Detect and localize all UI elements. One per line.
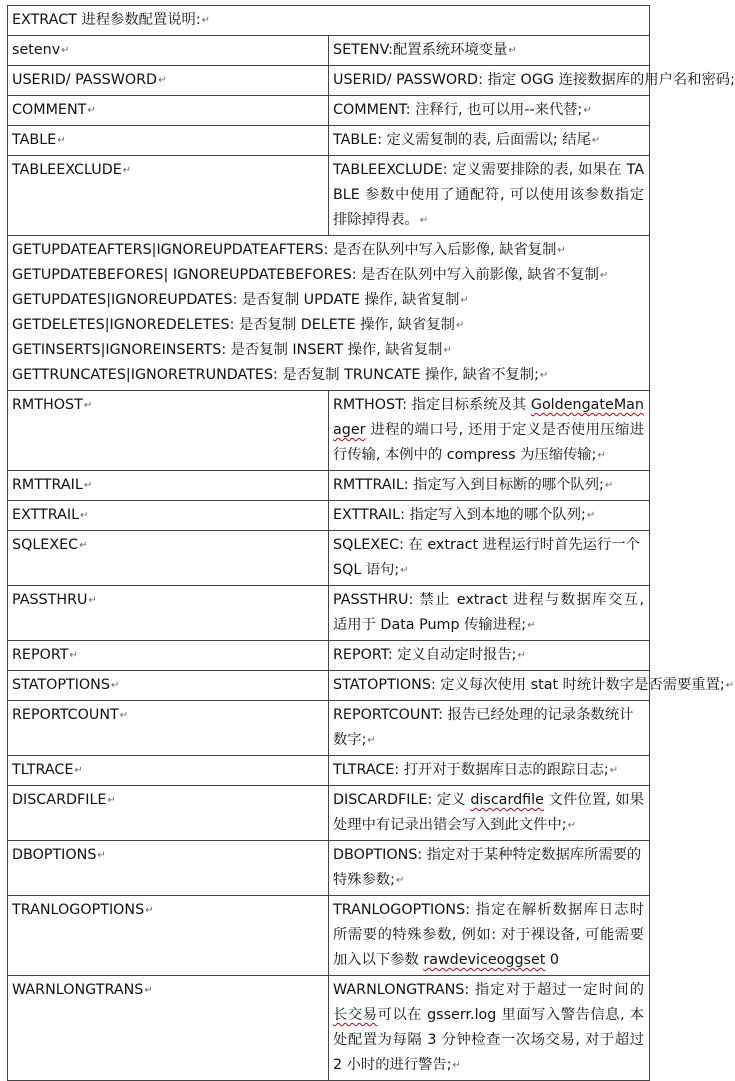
paragraph-mark-icon: ↵ bbox=[557, 245, 566, 256]
paragraph-mark-icon: ↵ bbox=[110, 680, 120, 691]
param-desc-cell bbox=[329, 36, 650, 66]
spellcheck-underlined-text: discardfile bbox=[470, 792, 544, 808]
paragraph-mark-icon: ↵ bbox=[460, 295, 469, 306]
param-name-cell bbox=[8, 786, 329, 841]
param-desc-cell bbox=[329, 66, 735, 96]
param-name: DISCARDFILE bbox=[12, 792, 107, 808]
param-name-cell bbox=[8, 66, 329, 96]
table-row bbox=[8, 156, 650, 236]
param-desc-cell: RMTHOST: 指定目标系统及其 GoldengateManager 进程的端口号, 还用于定义是否使用压缩进行传输, 本例中的 compress 为压缩传输;↵ bbox=[329, 391, 650, 471]
param-name: REPORT bbox=[12, 647, 69, 663]
table-row bbox=[8, 671, 650, 701]
param-name: SQLEXEC bbox=[12, 537, 79, 553]
paragraph-mark-icon: ↵ bbox=[87, 105, 96, 116]
table-row bbox=[8, 786, 650, 841]
param-name: REPORTCOUNT bbox=[12, 707, 119, 723]
paragraph-mark-icon: ↵ bbox=[539, 370, 549, 381]
table-row bbox=[8, 36, 650, 66]
table-row bbox=[8, 531, 650, 586]
param-name-cell bbox=[8, 96, 329, 126]
paragraph-mark-icon: ↵ bbox=[119, 710, 129, 721]
param-desc-cell bbox=[329, 641, 650, 671]
paragraph-mark-icon: ↵ bbox=[97, 850, 106, 861]
param-desc: TABLEEXCLUDE: 定义需要排除的表, 如果在 TABLE 参数中使用了通配符, 可以使用该参数指定排除掉得表。 bbox=[333, 162, 644, 228]
param-name-cell bbox=[8, 756, 329, 786]
param-name-cell bbox=[8, 701, 329, 756]
paragraph-mark-icon: ↵ bbox=[80, 510, 89, 521]
param-desc-cell bbox=[329, 756, 650, 786]
param-name: WARNLONGTRANS bbox=[12, 982, 144, 998]
param-name: USERID/ PASSWORD bbox=[12, 72, 158, 88]
param-desc-cell: DISCARDFILE: 定义 discardfile 文件位置, 如果处理中有记录出错会写入到此文件中;↵ bbox=[329, 786, 650, 841]
paragraph-mark-icon: ↵ bbox=[583, 105, 592, 116]
paragraph-mark-icon: ↵ bbox=[74, 765, 83, 776]
paragraph-mark-icon: ↵ bbox=[517, 650, 526, 661]
table-row bbox=[8, 976, 650, 1081]
paragraph-mark-icon: ↵ bbox=[201, 15, 211, 26]
param-desc: RMTTRAIL: 指定写入到目标断的哪个队列; bbox=[333, 477, 604, 493]
paragraph-mark-icon: ↵ bbox=[567, 820, 576, 831]
table-row bbox=[8, 641, 650, 671]
param-name-cell bbox=[8, 671, 329, 701]
paragraph-mark-icon: ↵ bbox=[122, 165, 132, 176]
param-name: TRANLOGOPTIONS bbox=[12, 902, 145, 918]
parameter-table bbox=[7, 5, 735, 1081]
paragraph-mark-icon: ↵ bbox=[452, 1060, 461, 1071]
spellcheck-underlined-text: rawdeviceoggset bbox=[423, 952, 546, 968]
table-row bbox=[8, 471, 650, 501]
param-name: COMMENT bbox=[12, 102, 87, 118]
param-desc: COMMENT: 注释行, 也可以用--来代替; bbox=[333, 102, 583, 118]
paragraph-mark-icon: ↵ bbox=[591, 135, 601, 146]
paragraph-mark-icon: ↵ bbox=[69, 650, 78, 661]
paragraph-mark-icon: ↵ bbox=[419, 215, 429, 226]
param-desc: TLTRACE: 打开对于数据库日志的跟踪日志; bbox=[333, 762, 609, 778]
param-name-cell bbox=[8, 641, 329, 671]
paragraph-mark-icon: ↵ bbox=[400, 565, 409, 576]
param-name: RMTHOST bbox=[12, 397, 83, 413]
param-name-cell bbox=[8, 391, 329, 471]
table-row bbox=[8, 756, 650, 786]
param-name: EXTTRAIL bbox=[12, 507, 80, 523]
param-name-cell bbox=[8, 976, 329, 1081]
param-desc: STATOPTIONS: 定义每次使用 stat 时统计数字是否需要重置; bbox=[333, 677, 725, 693]
option-line: GETINSERTS|IGNOREINSERTS: 是否复制 INSERT 操作, 缺省复制↵ bbox=[12, 342, 452, 358]
paragraph-mark-icon: ↵ bbox=[599, 270, 609, 281]
param-desc-cell bbox=[329, 531, 650, 586]
param-desc-cell bbox=[329, 501, 650, 531]
option-line: GETUPDATEAFTERS|IGNOREUPDATEAFTERS: 是否在队列中写入后影像, 缺省复制↵ bbox=[12, 242, 566, 258]
merged-options-row bbox=[8, 236, 650, 391]
param-desc-cell bbox=[329, 586, 650, 641]
param-name-cell bbox=[8, 126, 329, 156]
param-desc-cell bbox=[329, 156, 650, 236]
param-name-cell bbox=[8, 471, 329, 501]
param-name-cell bbox=[8, 501, 329, 531]
table-row bbox=[8, 96, 650, 126]
paragraph-mark-icon: ↵ bbox=[61, 45, 70, 56]
option-line: GETTRUNCATES|IGNORETRUNDATES: 是否复制 TRUNCATE 操作, 缺省不复制;↵ bbox=[12, 367, 549, 383]
paragraph-mark-icon: ↵ bbox=[455, 320, 465, 331]
table-row bbox=[8, 841, 650, 896]
paragraph-mark-icon: ↵ bbox=[508, 45, 517, 56]
merged-options-cell bbox=[8, 236, 650, 391]
spellcheck-underlined-text: 长交易 bbox=[333, 1007, 378, 1023]
param-name: DBOPTIONS bbox=[12, 847, 97, 863]
param-name-cell bbox=[8, 841, 329, 896]
param-name-cell bbox=[8, 531, 329, 586]
param-name: TABLE bbox=[12, 132, 57, 148]
option-line: GETUPDATES|IGNOREUPDATES: 是否复制 UPDATE 操作, 缺省复制↵ bbox=[12, 292, 469, 308]
param-desc-cell bbox=[329, 701, 650, 756]
param-desc-cell: TRANLOGOPTIONS: 指定在解析数据库日志时所需要的特殊参数, 例如: 对于裸设备, 可能需要加入以下参数 rawdeviceoggset 0 bbox=[329, 896, 650, 976]
paragraph-mark-icon: ↵ bbox=[107, 795, 116, 806]
table-row bbox=[8, 66, 650, 96]
param-desc: SETENV:配置系统环境变量 bbox=[333, 42, 508, 58]
param-desc: REPORT: 定义自动定时报告; bbox=[333, 647, 517, 663]
param-name-cell bbox=[8, 586, 329, 641]
paragraph-mark-icon: ↵ bbox=[79, 540, 88, 551]
paragraph-mark-icon: ↵ bbox=[609, 765, 619, 776]
table-title-row bbox=[8, 6, 650, 36]
table-row bbox=[8, 896, 650, 976]
param-desc: USERID/ PASSWORD: 指定 OGG 连接数据库的用户名和密码; bbox=[333, 72, 735, 88]
paragraph-mark-icon: ↵ bbox=[443, 345, 452, 356]
param-desc-cell bbox=[329, 841, 650, 896]
param-desc-cell bbox=[329, 671, 735, 701]
param-name: setenv bbox=[12, 42, 61, 58]
paragraph-mark-icon: ↵ bbox=[527, 620, 536, 631]
paragraph-mark-icon: ↵ bbox=[83, 480, 93, 491]
table-row bbox=[8, 391, 650, 471]
param-name: STATOPTIONS bbox=[12, 677, 110, 693]
paragraph-mark-icon: ↵ bbox=[725, 680, 735, 691]
table-row bbox=[8, 501, 650, 531]
param-desc: REPORTCOUNT: 报告已经处理的记录条数统计数字; bbox=[333, 707, 634, 748]
param-desc-cell: WARNLONGTRANS: 指定对于超过一定时间的长交易可以在 gsserr.log 里面写入警告信息, 本处配置为每隔 3 分钟检查一次场交易, 对于超过 2 小时的进行警告;↵ bbox=[329, 976, 650, 1081]
param-desc-cell bbox=[329, 96, 650, 126]
param-desc: PASSTHRU: 禁止 extract 进程与数据库交互, 适用于 Data Pump 传输进程; bbox=[333, 592, 644, 633]
option-line: GETDELETES|IGNOREDELETES: 是否复制 DELETE 操作, 缺省复制↵ bbox=[12, 317, 465, 333]
paragraph-mark-icon: ↵ bbox=[367, 735, 376, 746]
option-line: GETUPDATEBEFORES| IGNOREUPDATEBEFORES: 是否在队列中写入前影像, 缺省不复制↵ bbox=[12, 267, 609, 283]
paragraph-mark-icon: ↵ bbox=[145, 905, 154, 916]
param-name-cell bbox=[8, 36, 329, 66]
param-name: TLTRACE bbox=[12, 762, 74, 778]
table-row bbox=[8, 126, 650, 156]
table-row bbox=[8, 586, 650, 641]
paragraph-mark-icon: ↵ bbox=[144, 985, 153, 996]
paragraph-mark-icon: ↵ bbox=[396, 875, 405, 886]
param-name-cell bbox=[8, 156, 329, 236]
param-desc-cell bbox=[329, 471, 650, 501]
param-desc: TABLE: 定义需复制的表, 后面需以; 结尾 bbox=[333, 132, 591, 148]
param-desc: SQLEXEC: 在 extract 进程运行时首先运行一个 SQL 语句; bbox=[333, 537, 640, 578]
param-name-cell bbox=[8, 896, 329, 976]
paragraph-mark-icon: ↵ bbox=[597, 450, 606, 461]
param-desc: DBOPTIONS: 指定对于某种特定数据库所需要的特殊参数; bbox=[333, 847, 642, 888]
paragraph-mark-icon: ↵ bbox=[88, 595, 97, 606]
param-name: PASSTHRU bbox=[12, 592, 88, 608]
param-name: RMTTRAIL bbox=[12, 477, 83, 493]
paragraph-mark-icon: ↵ bbox=[604, 480, 614, 491]
table-title-cell bbox=[8, 6, 650, 36]
param-desc: EXTTRAIL: 指定写入到本地的哪个队列; bbox=[333, 507, 586, 523]
paragraph-mark-icon: ↵ bbox=[57, 135, 66, 146]
paragraph-mark-icon: ↵ bbox=[158, 75, 167, 86]
param-name: TABLEEXCLUDE bbox=[12, 162, 122, 178]
table-row bbox=[8, 701, 650, 756]
paragraph-mark-icon: ↵ bbox=[83, 400, 93, 411]
param-desc-cell bbox=[329, 126, 650, 156]
spellcheck-underlined-text: GoldengateManager bbox=[333, 397, 644, 438]
paragraph-mark-icon: ↵ bbox=[586, 510, 596, 521]
table-title: EXTRACT 进程参数配置说明: bbox=[12, 12, 201, 28]
